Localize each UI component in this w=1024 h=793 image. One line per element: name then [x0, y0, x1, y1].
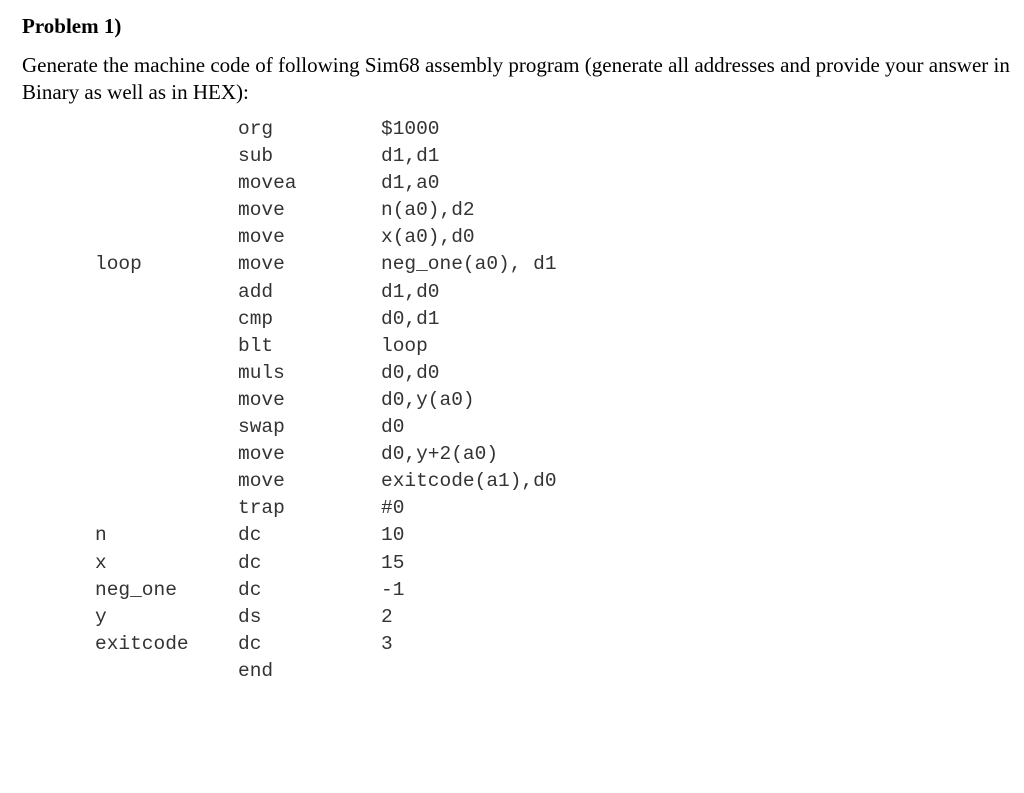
code-operand: loop	[381, 334, 428, 357]
code-line	[0, 658, 1024, 685]
problem-title: Problem 1)	[22, 14, 122, 38]
code-mnemonic: dc	[238, 551, 262, 574]
code-operand: d1,d1	[381, 145, 440, 168]
code-mnemonic: ds	[238, 605, 262, 628]
code-line	[0, 414, 1024, 441]
code-mnemonic: move	[238, 253, 285, 276]
code-operand: -1	[381, 578, 405, 601]
code-line	[0, 577, 1024, 604]
code-line	[0, 306, 1024, 333]
code-operand: d0	[381, 416, 405, 439]
code-operand: exitcode(a1),d0	[381, 470, 557, 493]
code-operand: 3	[381, 632, 393, 655]
code-mnemonic: movea	[238, 172, 297, 195]
code-operand: d0,d1	[381, 307, 440, 330]
code-line	[0, 550, 1024, 577]
code-mnemonic: move	[238, 199, 285, 222]
code-line	[0, 197, 1024, 224]
code-mnemonic: move	[238, 226, 285, 249]
code-label: n	[95, 524, 107, 547]
code-line	[0, 224, 1024, 251]
code-operand: 2	[381, 605, 393, 628]
code-mnemonic: dc	[238, 632, 262, 655]
code-operand: n(a0),d2	[381, 199, 475, 222]
code-line	[0, 360, 1024, 387]
code-operand: $1000	[381, 118, 440, 140]
code-label: x	[95, 551, 107, 574]
assembly-code-listing	[0, 116, 1024, 685]
code-mnemonic: add	[238, 280, 274, 303]
code-label: exitcode	[95, 632, 189, 655]
code-line	[0, 143, 1024, 170]
code-mnemonic: muls	[238, 361, 285, 384]
code-operand: #0	[381, 497, 405, 520]
code-operand: d0,y(a0)	[381, 388, 475, 411]
code-label: neg_one	[95, 578, 177, 601]
code-line	[0, 116, 1024, 143]
code-operand: d0,d0	[381, 361, 440, 384]
code-mnemonic: org	[238, 118, 274, 140]
code-mnemonic: sub	[238, 145, 274, 168]
code-operand: neg_one(a0), d1	[381, 253, 557, 276]
code-label: y	[95, 605, 107, 628]
code-operand: d1,d0	[381, 280, 440, 303]
code-line	[0, 333, 1024, 360]
code-mnemonic: move	[238, 443, 285, 466]
code-mnemonic: move	[238, 470, 285, 493]
code-operand: 15	[381, 551, 405, 574]
code-mnemonic: move	[238, 388, 285, 411]
code-line	[0, 251, 1024, 278]
code-line	[0, 170, 1024, 197]
code-line	[0, 441, 1024, 468]
code-mnemonic: cmp	[238, 307, 274, 330]
code-line	[0, 495, 1024, 522]
code-line	[0, 468, 1024, 495]
code-line	[0, 604, 1024, 631]
code-mnemonic: dc	[238, 524, 262, 547]
code-line	[0, 387, 1024, 414]
code-line	[0, 279, 1024, 306]
code-operand: x(a0),d0	[381, 226, 475, 249]
code-mnemonic: trap	[238, 497, 285, 520]
code-line	[0, 631, 1024, 658]
code-mnemonic: dc	[238, 578, 262, 601]
code-operand: d0,y+2(a0)	[381, 443, 499, 466]
problem-statement: Generate the machine code of following Sim68 assembly program (generate all addresses and provide your answer in Binary as well as in HEX):	[22, 53, 1010, 104]
code-operand: 10	[381, 524, 405, 547]
code-mnemonic: end	[238, 659, 274, 682]
code-label: loop	[95, 253, 142, 276]
code-mnemonic: blt	[238, 334, 274, 357]
code-line	[0, 522, 1024, 549]
code-operand: d1,a0	[381, 172, 440, 195]
code-mnemonic: swap	[238, 416, 285, 439]
